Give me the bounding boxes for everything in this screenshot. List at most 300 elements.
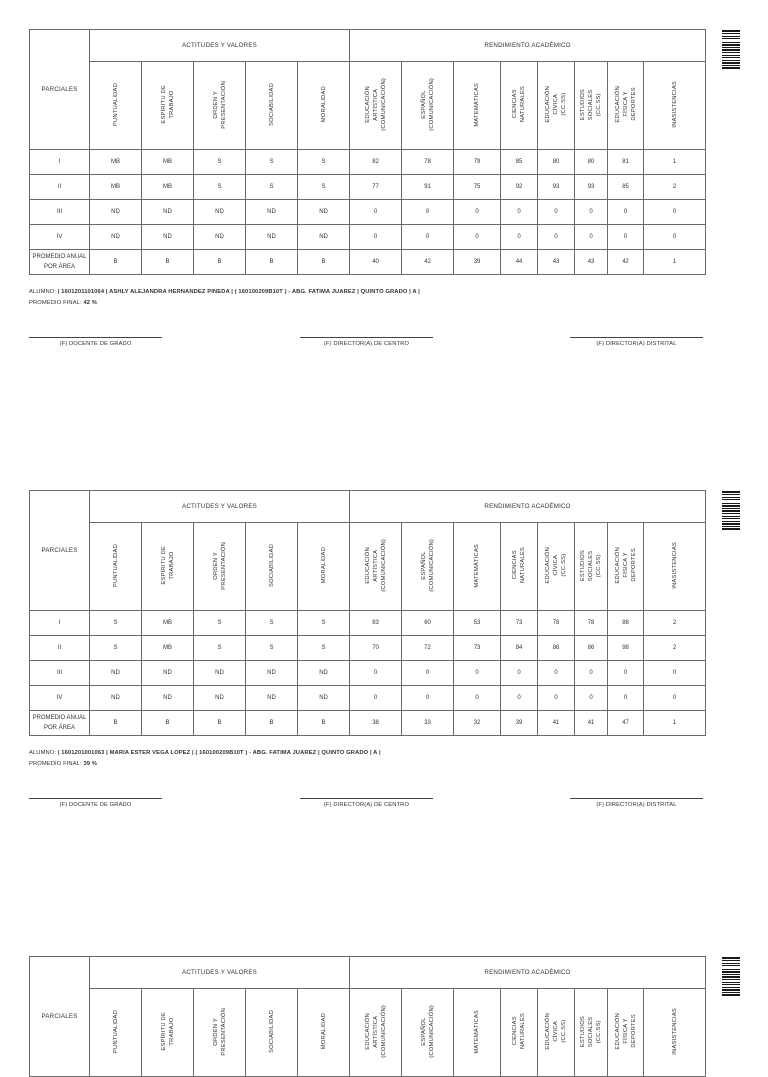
grade-cell [608, 611, 644, 636]
grade-value: 78 [552, 620, 560, 626]
report-card [29, 29, 704, 275]
promedio-value: B [269, 720, 274, 726]
parcial-label-cell [30, 150, 90, 175]
barcode-bar [722, 62, 740, 64]
parcial-row [30, 200, 706, 225]
promedio-row [30, 711, 706, 736]
grades-table [29, 956, 706, 1077]
subject-column-label: EDUCACIÓN FÍSICA Y DEPORTES [614, 547, 637, 584]
grade-value: 78 [424, 159, 431, 165]
grade-value: S [269, 645, 274, 651]
promedio-cell [538, 711, 575, 736]
barcode-bar [722, 969, 740, 970]
parcial-row [30, 661, 706, 686]
parcial-label-cell [30, 225, 90, 250]
grade-cell [350, 611, 402, 636]
parciales-header [30, 491, 90, 611]
signature-label-docente: (F) DOCENTE DE GRADO [59, 802, 132, 808]
barcode-bar [722, 47, 740, 48]
signature-label-director: (F) DIRECTOR(A) DE CENTRO [323, 802, 410, 808]
grade-value: S [269, 620, 274, 626]
parcial-label: II [57, 645, 62, 651]
grade-value: 0 [589, 670, 593, 676]
promedio-value: 43 [587, 259, 595, 265]
subject-column-label: EDUCACIÓN ARTÍSTICA (COMUNICACIÓN) [364, 1005, 387, 1058]
subject-column-header [575, 62, 608, 150]
grade-cell [246, 225, 298, 250]
grade-cell [501, 200, 538, 225]
subject-column-header [501, 62, 538, 150]
student-info-prefix: ALUMNO: [29, 750, 58, 756]
subject-column-label: MATEMÁTICAS [474, 82, 481, 127]
promedio-value: 40 [372, 259, 379, 265]
grade-cell [538, 611, 575, 636]
attitude-column-header [246, 989, 298, 1077]
barcode-bar [722, 505, 740, 507]
subject-column-label: CIENCIAS NATURALES [512, 86, 527, 123]
grade-value: ND [319, 695, 328, 701]
signature-label-distrital: (F) DIRECTOR(A) DISTRITAL [596, 802, 677, 808]
grade-value: 84 [515, 645, 523, 651]
attitude-column-header [142, 523, 194, 611]
barcode-bar [722, 987, 740, 988]
subject-column-label: ESTUDIOS SOCIALES (CC.SS) [580, 549, 603, 582]
subject-header-row [30, 62, 706, 150]
subject-column-header [608, 989, 644, 1077]
grade-value: 0 [554, 209, 558, 215]
grade-cell [90, 150, 142, 175]
signature-label-docente: (F) DOCENTE DE GRADO [59, 341, 132, 347]
grade-value: 98 [622, 645, 629, 651]
promedio-label-cell [30, 250, 90, 275]
grade-cell [90, 225, 142, 250]
grade-cell [402, 661, 454, 686]
grade-cell [246, 611, 298, 636]
attitude-column-header [90, 523, 142, 611]
grade-value: 2 [672, 184, 677, 190]
grade-value: 72 [424, 645, 431, 651]
barcode-bar [722, 38, 740, 39]
actitudes-header [90, 30, 350, 62]
grade-cell [608, 636, 644, 661]
parcial-row [30, 686, 706, 711]
subject-column-header [538, 523, 575, 611]
barcode-bar [722, 65, 740, 66]
grade-value: 0 [623, 234, 628, 240]
grade-cell [575, 150, 608, 175]
grade-value: ND [163, 695, 172, 701]
promedio-cell [194, 711, 246, 736]
barcode-bar [722, 971, 740, 973]
grade-cell [538, 225, 575, 250]
actitudes-header [90, 957, 350, 989]
grade-cell [454, 661, 501, 686]
grade-value: 0 [425, 695, 430, 701]
grade-value: S [217, 645, 222, 651]
promedio-cell [246, 250, 298, 275]
barcode-bar [722, 521, 740, 522]
attitude-column-label: SOCIABILIDAD [268, 83, 275, 126]
grade-cell [350, 636, 402, 661]
promedio-value: 32 [473, 720, 481, 726]
promedio-cell [501, 250, 538, 275]
promedio-cell [454, 711, 501, 736]
barcode-bar [722, 508, 740, 509]
grade-value: ND [267, 234, 276, 240]
subject-column-label: EDUCACIÓN FÍSICA Y DEPORTES [614, 86, 637, 123]
student-info [29, 750, 381, 756]
subject-column-label: MATEMÁTICAS [474, 543, 481, 588]
barcode-bar [722, 49, 740, 51]
subject-column-label: EDUCACIÓN FÍSICA Y DEPORTES [614, 1013, 637, 1050]
grade-cell [298, 150, 350, 175]
parcial-label-cell [30, 661, 90, 686]
promedio-cell [298, 711, 350, 736]
subject-column-header [350, 989, 402, 1077]
grade-value: S [269, 184, 274, 190]
grade-cell [298, 175, 350, 200]
grade-cell [402, 686, 454, 711]
student-info-prefix: ALUMNO: [29, 289, 58, 295]
grade-value: ND [267, 670, 276, 676]
grade-value: ND [319, 234, 328, 240]
attitude-column-header [298, 989, 350, 1077]
grade-cell [575, 636, 608, 661]
grade-value: S [321, 620, 326, 626]
attitude-column-label: PUNTUALIDAD [112, 543, 119, 588]
grade-value: 85 [515, 159, 523, 165]
rendimiento-header [350, 957, 706, 989]
grade-value: 0 [672, 209, 677, 215]
grade-cell [644, 636, 706, 661]
parcial-row [30, 150, 706, 175]
attitude-column-label: ORDEN Y PRESENTACIÓN [212, 1007, 227, 1056]
grade-value: 2 [672, 645, 677, 651]
barcode-bar [722, 518, 740, 519]
grade-cell [142, 611, 194, 636]
subject-column-header [501, 523, 538, 611]
barcode-bar [722, 523, 740, 525]
promedio-cell [538, 250, 575, 275]
final-average [29, 761, 97, 767]
attitude-column-label: MORALIDAD [320, 1013, 327, 1050]
group-header-row [30, 491, 706, 523]
barcode-bar [722, 989, 740, 991]
subject-column-label: ESPAÑOL (COMUNICACIÓN) [420, 1005, 435, 1058]
grade-cell [501, 636, 538, 661]
parcial-row [30, 225, 706, 250]
attitude-column-label: ESPÍRITU DE TRABAJO [160, 546, 175, 585]
grade-cell [538, 200, 575, 225]
final-average-prefix: PROMEDIO FINAL: [29, 300, 84, 306]
grade-value: 80 [552, 159, 560, 165]
barcode-bar [722, 513, 740, 514]
subject-column-label: ESPAÑOL (COMUNICACIÓN) [420, 78, 435, 131]
report-card [29, 490, 704, 736]
subject-column-header [402, 989, 454, 1077]
grade-cell [350, 175, 402, 200]
attitude-column-label: PUNTUALIDAD [112, 82, 119, 127]
subject-column-header [454, 989, 501, 1077]
grade-cell [194, 661, 246, 686]
grade-value: 70 [372, 645, 379, 651]
grade-value: ND [163, 670, 172, 676]
grade-value: 82 [372, 159, 379, 165]
grade-cell [298, 686, 350, 711]
grade-cell [350, 200, 402, 225]
report-card [29, 956, 704, 1077]
barcode-bar [722, 491, 740, 493]
grade-value: 0 [623, 209, 628, 215]
promedio-value: 44 [515, 259, 523, 265]
subject-column-label: EDUCACIÓN CÍVICA (CC.SS) [545, 547, 568, 584]
subject-column-header [538, 989, 575, 1077]
signature-line [29, 337, 162, 338]
subject-column-label: INASISTENCIAS [671, 81, 678, 128]
promedio-value: 39 [515, 720, 523, 726]
grade-value: 0 [672, 670, 677, 676]
barcode-bar [722, 976, 740, 978]
rendimiento-header [350, 30, 706, 62]
promedio-value: 33 [424, 720, 431, 726]
barcode-bar [722, 55, 740, 56]
grade-cell [575, 175, 608, 200]
grade-value: 2 [672, 620, 677, 626]
grade-cell [350, 661, 402, 686]
barcode-bar [722, 965, 740, 966]
grade-value: 0 [517, 209, 521, 215]
actitudes-label: ACTITUDES Y VALORES [182, 969, 258, 976]
grade-value: 0 [475, 670, 479, 676]
grade-cell [608, 175, 644, 200]
grade-value: 0 [672, 234, 677, 240]
grade-cell [298, 611, 350, 636]
grade-cell [644, 175, 706, 200]
promedio-cell [501, 711, 538, 736]
grade-value: 1 [672, 159, 677, 165]
subject-column-label: CIENCIAS NATURALES [512, 547, 527, 584]
signature-line [300, 798, 433, 799]
grade-cell [402, 175, 454, 200]
grade-cell [538, 661, 575, 686]
parcial-label: III [56, 209, 62, 215]
promedio-cell [194, 250, 246, 275]
group-header-row [30, 30, 706, 62]
attitude-column-header [246, 62, 298, 150]
promedio-value: 39 [473, 259, 481, 265]
grade-value: 73 [515, 620, 523, 626]
attitude-column-header [298, 62, 350, 150]
grade-cell [644, 611, 706, 636]
barcode-bar [722, 979, 740, 980]
promedio-cell [142, 711, 194, 736]
promedio-value: B [269, 259, 274, 265]
grade-cell [608, 150, 644, 175]
attitude-column-label: ESPÍRITU DE TRABAJO [160, 85, 175, 124]
grade-value: ND [215, 670, 224, 676]
subject-column-label: CIENCIAS NATURALES [512, 1013, 527, 1050]
grade-value: ND [163, 234, 172, 240]
barcode-bar [722, 67, 740, 69]
barcode-bar [722, 974, 740, 975]
grade-value: 60 [424, 620, 431, 626]
grade-value: S [217, 620, 222, 626]
grade-cell [608, 661, 644, 686]
attitude-column-label: ORDEN Y PRESENTACIÓN [212, 80, 227, 129]
barcode-bar [722, 44, 740, 46]
attitude-column-label: MORALIDAD [320, 547, 327, 584]
parciales-header [30, 30, 90, 150]
promedio-label: PROMEDIO ANUAL POR ÁREA [32, 715, 87, 731]
subject-header-row [30, 523, 706, 611]
grade-value: 81 [622, 159, 629, 165]
grade-value: MB [163, 184, 172, 190]
promedio-cell [90, 250, 142, 275]
promedio-cell [575, 250, 608, 275]
promedio-value: 47 [622, 720, 629, 726]
final-average [29, 300, 97, 306]
grade-cell [538, 150, 575, 175]
subject-column-header [350, 523, 402, 611]
attitude-column-header [194, 62, 246, 150]
promedio-value: B [217, 259, 222, 265]
grade-value: 0 [623, 670, 628, 676]
subject-column-label: MATEMÁTICAS [474, 1009, 481, 1054]
promedio-cell [608, 250, 644, 275]
grade-value: 86 [587, 645, 595, 651]
grade-cell [644, 150, 706, 175]
grade-value: ND [111, 209, 120, 215]
grade-cell [538, 686, 575, 711]
grade-value: MB [163, 645, 172, 651]
parcial-label: IV [56, 695, 63, 701]
subject-column-header [501, 989, 538, 1077]
grade-cell [644, 686, 706, 711]
grade-cell [142, 175, 194, 200]
grade-cell [90, 611, 142, 636]
grade-value: ND [319, 670, 328, 676]
promedio-value: B [113, 259, 118, 265]
attitude-column-header [298, 523, 350, 611]
grade-value: 0 [475, 234, 479, 240]
subject-column-header [608, 523, 644, 611]
promedio-cell [350, 711, 402, 736]
grade-cell [194, 150, 246, 175]
grade-cell [608, 225, 644, 250]
subject-column-header [644, 62, 706, 150]
subject-column-header [350, 62, 402, 150]
grade-value: ND [215, 209, 224, 215]
grade-cell [246, 175, 298, 200]
grade-cell [142, 636, 194, 661]
grade-cell [298, 636, 350, 661]
promedio-value: 38 [372, 720, 379, 726]
grade-cell [246, 686, 298, 711]
barcode-bar [722, 494, 740, 495]
grade-value: S [321, 645, 326, 651]
attitude-column-label: ORDEN Y PRESENTACIÓN [212, 541, 227, 590]
barcode-bar [722, 982, 740, 983]
rendimiento-label: RENDIMIENTO ACADÉMICO [484, 503, 571, 510]
grade-cell [298, 200, 350, 225]
grade-cell [644, 200, 706, 225]
attitude-column-label: MORALIDAD [320, 86, 327, 123]
attitude-column-label: PUNTUALIDAD [112, 1009, 119, 1054]
grade-value: 0 [672, 695, 677, 701]
grade-value: ND [319, 209, 328, 215]
subject-column-header [575, 989, 608, 1077]
promedio-row [30, 250, 706, 275]
grade-value: MB [163, 159, 172, 165]
grade-value: 93 [552, 184, 560, 190]
grade-value: ND [215, 234, 224, 240]
parcial-label: II [57, 184, 62, 190]
attitude-column-header [90, 62, 142, 150]
barcode-bar [722, 503, 740, 504]
grade-value: 0 [373, 670, 378, 676]
grade-cell [298, 661, 350, 686]
grade-value: 0 [554, 695, 558, 701]
parcial-label: IV [56, 234, 63, 240]
rendimiento-header [350, 491, 706, 523]
subject-column-label: ESTUDIOS SOCIALES (CC.SS) [580, 1015, 603, 1048]
attitude-column-label: ESPÍRITU DE TRABAJO [160, 1012, 175, 1051]
grade-value: 93 [587, 184, 595, 190]
grade-value: 0 [373, 209, 378, 215]
grade-value: 0 [589, 695, 593, 701]
grade-cell [246, 636, 298, 661]
student-info [29, 289, 420, 295]
parcial-label-cell [30, 200, 90, 225]
parcial-row [30, 636, 706, 661]
grade-value: 91 [424, 184, 431, 190]
promedio-value: 41 [552, 720, 560, 726]
signature-label-distrital: (F) DIRECTOR(A) DISTRITAL [596, 341, 677, 347]
promedio-value: 41 [587, 720, 595, 726]
barcode-bar [722, 960, 740, 961]
grade-cell [644, 225, 706, 250]
grade-cell [194, 200, 246, 225]
subject-column-header [454, 523, 501, 611]
grade-cell [608, 686, 644, 711]
grade-value: S [113, 645, 118, 651]
grade-value: ND [111, 234, 120, 240]
grade-cell [194, 611, 246, 636]
promedio-cell [608, 711, 644, 736]
grade-value: S [321, 159, 326, 165]
grade-cell [350, 225, 402, 250]
grade-value: 88 [622, 620, 629, 626]
barcode-bar [722, 30, 740, 32]
grade-cell [402, 611, 454, 636]
final-average-value: 39 % [83, 761, 98, 767]
student-info-text: | 1601201101064 | ASHLY ALEJANDRA HERNANDEZ PINEDA | ( 160100209B10T ) - ABG. FATIMA JUAREZ | QUINTO GRADO | A | [57, 289, 420, 295]
grade-value: 77 [372, 184, 379, 190]
subject-column-label: EDUCACIÓN CÍVICA (CC.SS) [545, 86, 568, 123]
signature-line [570, 798, 703, 799]
grade-value: MB [163, 620, 172, 626]
barcode-bar [722, 499, 740, 500]
promedio-value: 42 [622, 259, 629, 265]
grade-value: ND [267, 695, 276, 701]
barcode-icon [722, 957, 740, 1003]
subject-column-header [454, 62, 501, 150]
signature-line [570, 337, 703, 338]
final-average-value: 42 % [83, 300, 98, 306]
grade-cell [644, 661, 706, 686]
barcode-bar [722, 526, 740, 527]
student-info-text: | 1601201001063 | MARIA ESTER VEGA LOPEZ | ( 160100209B10T ) - ABG. FATIMA JUAREZ | QUINTO GRADO | A | [57, 750, 381, 756]
